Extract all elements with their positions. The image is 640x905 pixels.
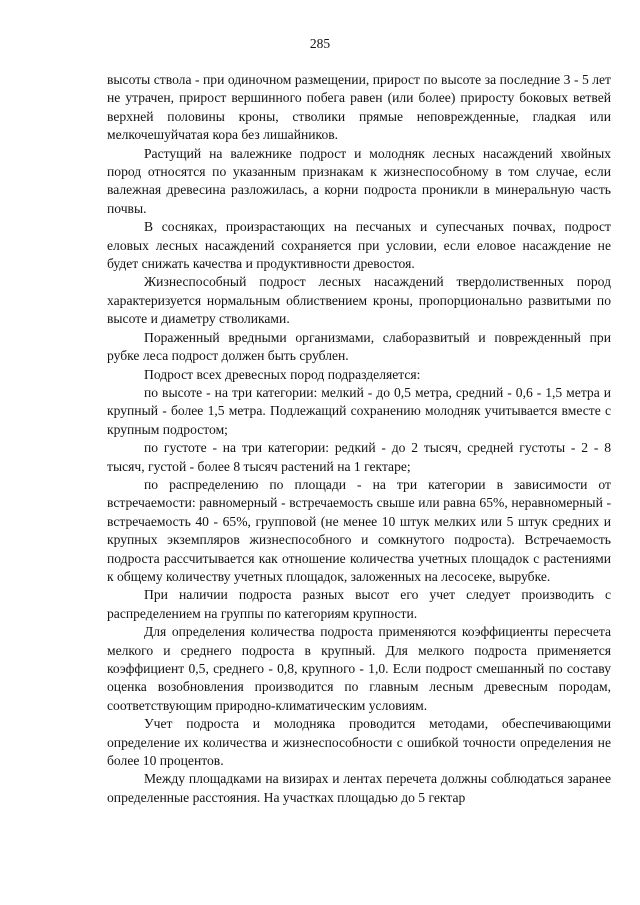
paragraph-by-density: по густоте - на три категории: редкий - до 2 тысяч, средней густоты - 2 - 8 тысяч, густой - более 8 тысяч растений на 1 гектаре; <box>107 440 611 474</box>
page-number: 285 <box>309 36 331 51</box>
body-text <box>107 71 611 807</box>
paragraph-accounting-methods: Учет подроста и молодняка проводится методами, обеспечивающими определение их количества и жизнеспособности с ошибкой точности определения не более 10 процентов. <box>107 716 611 769</box>
paragraph-classification-intro: Подрост всех древесных пород подразделяется: <box>144 366 421 382</box>
paragraph-different-heights: При наличии подроста разных высот его учет следует производить с распределением на группы по категориям крупности. <box>107 587 611 621</box>
paragraph-plot-distances: Между площадками на визирах и лентах перечета должны соблюдаться заранее определенные расстояния. На участках площадью до 5 гектар <box>107 771 611 805</box>
paragraph-tree-height-criteria: высоты ствола - при одиночном размещении, прирост по высоте за последние 3 - 5 лет не утрачен, прирост вершинного побега равен (или более) приросту боковых ветвей верхней половины кроны, стволики прямые неповрежденные, гладкая или мелкочешуйчатая кора без лишайников. <box>107 72 611 143</box>
paragraph-pine-stands: В сосняках, произрастающих на песчаных и супесчаных почвах, подрост еловых лесных насаждений сохраняется при условии, если еловое насаждение не будет снижать качества и продуктивности древостоя. <box>107 219 611 272</box>
paragraph-by-height: по высоте - на три категории: мелкий - до 0,5 метра, средний - 0,6 - 1,5 метра и крупный - более 1,5 метра. Подлежащий сохранению молодняк учитывается вместе с крупным подростом; <box>107 384 611 437</box>
paragraph-deadwood-regrowth: Растущий на валежнике подрост и молодняк лесных насаждений хвойных пород относятся по указанным признакам к жизнеспособному в том случае, если валежная древесина разложилась, а корни подроста проникли в минеральную часть почвы. <box>107 145 611 216</box>
paragraph-damaged-regrowth: Пораженный вредными организмами, слаборазвитый и поврежденный при рубке леса подрост должен быть срублен. <box>107 329 611 364</box>
paragraph-by-distribution: по распределению по площади - на три категории в зависимости от встречаемости: равномерный - встречаемость свыше или равна 65%, неравномерный - встречаемость 40 - 65%, групповой (не менее 10 штук мелких или 5 штук средних и крупных экземпляров жизнеспособного и сомкнутого подроста). Встречаемость подроста рассчитывается как отношение количества учетных площадок с растениями к общему количеству учетных площадок, заложенных на лесосеке, вырубке. <box>107 476 611 584</box>
paragraph-hardwood-regrowth: Жизнеспособный подрост лесных насаждений твердолиственных пород характеризуется нормальным облиствением кроны, пропорционально развитыми по высоте и диаметру стволиками. <box>107 274 611 327</box>
paragraph-coefficients: Для определения количества подроста применяются коэффициенты пересчета мелкого и среднего подроста в крупный. Для мелкого подроста применяется коэффициент 0,5, среднего - 0,8, крупного - 1,0. Если подрост смешанный по составу оценка возобновления производится по главным лесным древесным породам, соответствующим природно-климатическим условиям. <box>107 624 611 713</box>
